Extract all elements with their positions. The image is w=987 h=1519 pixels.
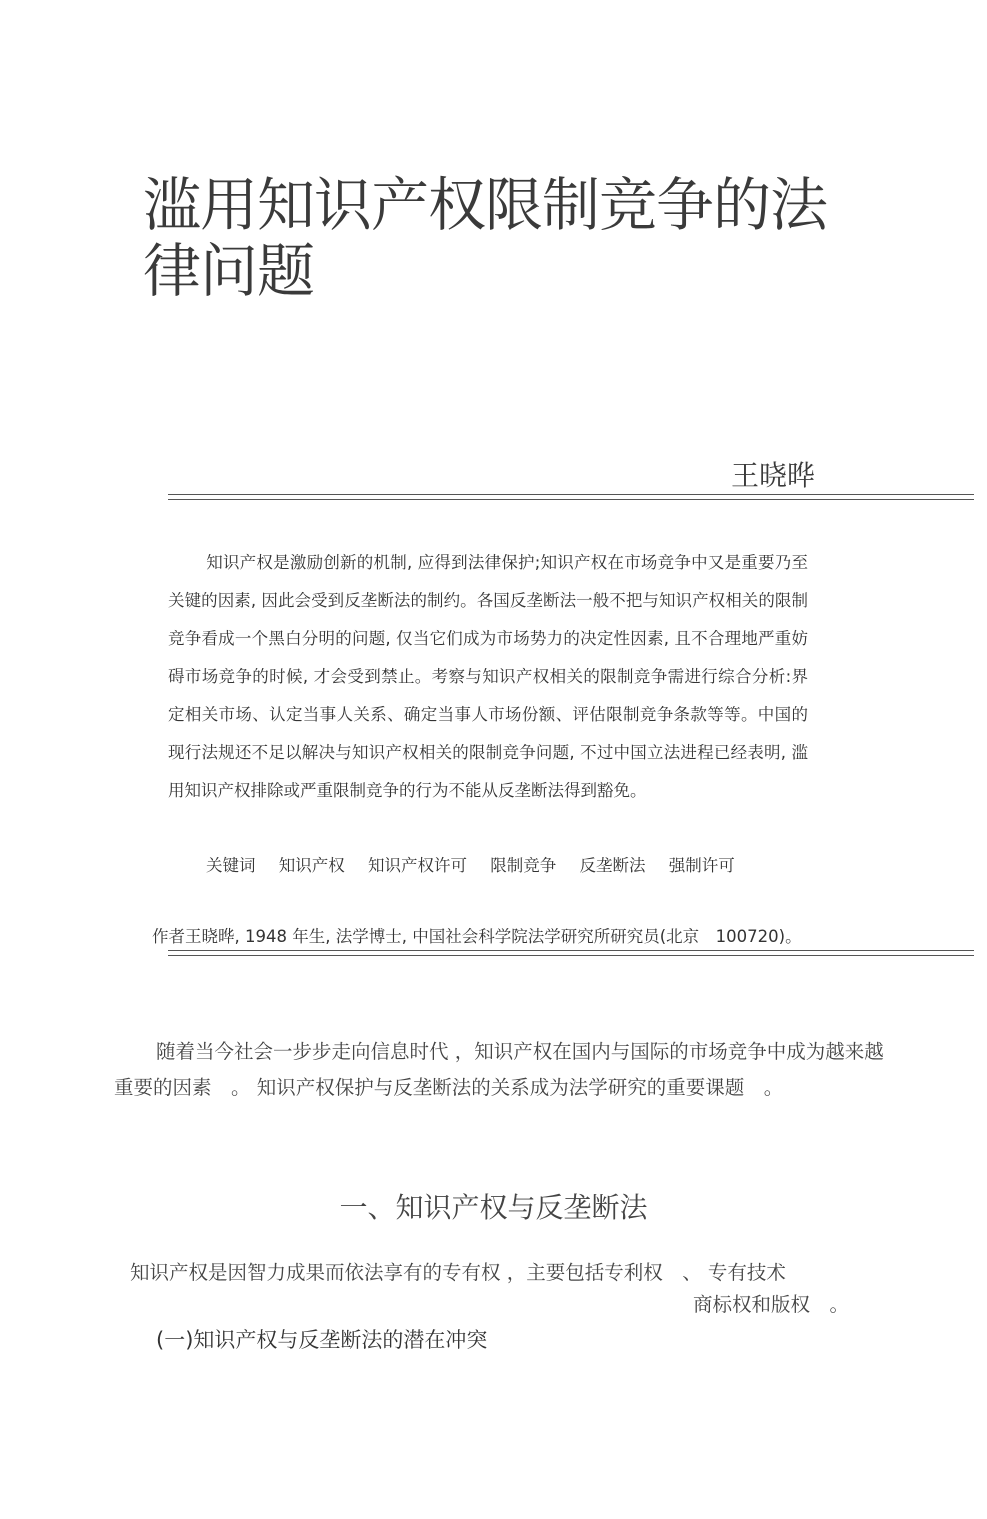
keyword-item: 知识产权 xyxy=(278,856,345,875)
divider-top-2 xyxy=(168,499,974,500)
subsection-heading: (一)知识产权与反垄断法的潜在冲突 xyxy=(156,1328,488,1352)
keyword-item: 知识产权许可 xyxy=(368,856,467,875)
divider-bottom-2 xyxy=(168,955,974,956)
divider-top-1 xyxy=(168,494,974,495)
divider-bottom-1 xyxy=(168,950,974,951)
abstract-text: 知识产权是激励创新的机制, 应得到法律保护;知识产权在市场竞争中又是重要乃至关键的因素, 因此会受到反垄断法的制约。各国反垄断法一般不把与知识产权相关的限制竞争看成一个黑白分明的问题, 仅当它们成为市场势力的决定性因素, 且不合理地严重妨碍市场竞争的时候, 才会受到禁止。考察与知识产权相关的限制竞争需进行综合分析:界定相关市场、认定当事人关系、确定当事人市场份额、评估限制竞争条款等等。中国的现行法规还不足以解决与知识产权相关的限制竞争问题, 不过中国立法进程已经表明, 滥用知识产权排除或严重限制竞争的行为不能从反垄断法得到豁免。 xyxy=(168,553,808,800)
intro-paragraph xyxy=(114,1034,884,1106)
keywords xyxy=(206,848,753,884)
definition-line-1: 知识产权是因智力成果而依法享有的专有权 ，主要包括专利权 、 专有技术 xyxy=(130,1261,786,1284)
author-name: 王晓晔 xyxy=(730,459,815,492)
keyword-item: 限制竞争 xyxy=(490,856,557,875)
keyword-item: 反垄断法 xyxy=(579,856,646,875)
abstract xyxy=(168,544,808,810)
definition-line-2: 商标权和版权 。 xyxy=(692,1293,849,1316)
keyword-item: 强制许可 xyxy=(668,856,735,875)
paper-title: 滥用知识产权限制竞争的法律问题 xyxy=(143,171,828,305)
intro-text: 随着当今社会一步步走向信息时代 ，知识产权在国内与国际的市场竞争中成为越来越重要的因素 。 知识产权保护与反垄断法的关系成为法学研究的重要课题 。 xyxy=(114,1040,884,1099)
keywords-label: 关键词 xyxy=(206,856,256,875)
section-heading: 一、知识产权与反垄断法 xyxy=(339,1191,648,1224)
author-note: 作者王晓晔, 1948 年生, 法学博士, 中国社会科学院法学研究所研究员(北京 100720)。 xyxy=(152,927,802,946)
